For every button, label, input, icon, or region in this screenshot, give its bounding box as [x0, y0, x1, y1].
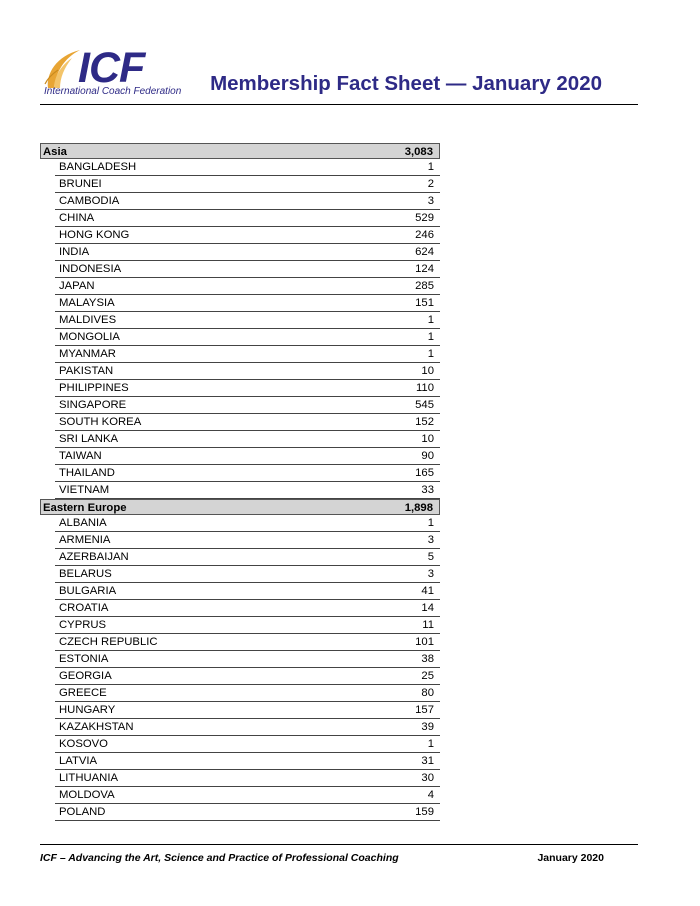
country-row: [55, 346, 440, 363]
country-count: 3: [427, 568, 434, 580]
country-count: 11: [422, 619, 434, 631]
country-count: 124: [415, 263, 434, 275]
country-name: SRI LANKA: [59, 433, 119, 445]
region-row: [40, 143, 440, 159]
country-count: 110: [415, 382, 434, 394]
logo-subtitle: International Coach Federation: [44, 86, 182, 97]
country-name: HONG KONG: [59, 229, 130, 241]
country-name: MONGOLIA: [59, 331, 120, 343]
country-name: INDIA: [59, 246, 90, 258]
country-count: 3: [427, 195, 434, 207]
country-row: [55, 532, 440, 549]
region-count: 1,898: [404, 502, 433, 514]
country-count: 1: [427, 331, 434, 343]
membership-table: [40, 143, 440, 821]
region-row: [40, 499, 440, 515]
country-count: 159: [415, 806, 434, 818]
footer-divider: [40, 844, 638, 845]
country-name: AZERBAIJAN: [59, 551, 129, 563]
country-row: [55, 685, 440, 702]
country-count: 246: [415, 229, 434, 241]
country-row: [55, 261, 440, 278]
country-row: [55, 397, 440, 414]
country-row: [55, 566, 440, 583]
country-count: 25: [421, 670, 434, 682]
country-count: 1: [427, 348, 434, 360]
country-row: [55, 295, 440, 312]
country-count: 624: [415, 246, 434, 258]
country-name: JAPAN: [59, 280, 95, 292]
country-row: [55, 804, 440, 821]
country-name: KOSOVO: [59, 738, 108, 750]
country-row: [55, 702, 440, 719]
country-name: BRUNEI: [59, 178, 102, 190]
country-count: 33: [421, 484, 434, 496]
country-name: KAZAKHSTAN: [59, 721, 134, 733]
country-row: [55, 515, 440, 532]
country-name: VIETNAM: [59, 484, 110, 496]
country-name: BULGARIA: [59, 585, 117, 597]
country-name: THAILAND: [59, 467, 115, 479]
country-name: CAMBODIA: [59, 195, 120, 207]
country-row: [55, 278, 440, 295]
country-name: GREECE: [59, 687, 107, 699]
country-name: CHINA: [59, 212, 95, 224]
country-row: [55, 312, 440, 329]
country-row: [55, 193, 440, 210]
country-name: ESTONIA: [59, 653, 109, 665]
country-count: 1: [427, 738, 434, 750]
country-row: [55, 431, 440, 448]
country-count: 10: [421, 433, 434, 445]
country-count: 285: [415, 280, 434, 292]
country-name: CROATIA: [59, 602, 109, 614]
header-divider: [40, 104, 638, 105]
country-count: 14: [421, 602, 434, 614]
country-name: MOLDOVA: [59, 789, 115, 801]
country-count: 80: [421, 687, 434, 699]
country-count: 152: [415, 416, 434, 428]
country-count: 157: [415, 704, 434, 716]
country-name: LATVIA: [59, 755, 98, 767]
country-count: 4: [427, 789, 434, 801]
country-count: 41: [421, 585, 434, 597]
country-name: LITHUANIA: [59, 772, 119, 784]
country-row: [55, 736, 440, 753]
country-count: 545: [415, 399, 434, 411]
country-name: MALAYSIA: [59, 297, 115, 309]
region-name: Eastern Europe: [43, 502, 127, 514]
country-row: [55, 719, 440, 736]
country-row: [55, 380, 440, 397]
country-row: [55, 583, 440, 600]
icf-logo: [42, 44, 182, 100]
country-count: 90: [421, 450, 434, 462]
country-count: 31: [421, 755, 434, 767]
country-count: 38: [421, 653, 434, 665]
country-row: [55, 244, 440, 261]
footer-date: January 2020: [537, 852, 604, 864]
country-name: MYANMAR: [59, 348, 116, 360]
country-row: [55, 668, 440, 685]
country-count: 10: [421, 365, 434, 377]
country-name: SOUTH KOREA: [59, 416, 142, 428]
country-name: BANGLADESH: [59, 161, 137, 173]
country-name: GEORGIA: [59, 670, 112, 682]
country-row: [55, 482, 440, 499]
country-row: [55, 787, 440, 804]
country-name: ALBANIA: [59, 517, 107, 529]
country-count: 1: [427, 161, 434, 173]
country-count: 2: [427, 178, 434, 190]
country-count: 165: [415, 467, 434, 479]
country-row: [55, 617, 440, 634]
country-name: CZECH REPUBLIC: [59, 636, 158, 648]
country-name: PHILIPPINES: [59, 382, 129, 394]
country-name: CYPRUS: [59, 619, 107, 631]
region-count: 3,083: [404, 146, 433, 158]
country-count: 1: [427, 314, 434, 326]
country-row: [55, 549, 440, 566]
country-count: 1: [427, 517, 434, 529]
country-row: [55, 600, 440, 617]
country-row: [55, 159, 440, 176]
country-row: [55, 465, 440, 482]
country-row: [55, 176, 440, 193]
logo-mark: ICF: [78, 44, 145, 92]
country-row: [55, 634, 440, 651]
country-row: [55, 227, 440, 244]
country-row: [55, 414, 440, 431]
country-count: 5: [427, 551, 434, 563]
country-row: [55, 651, 440, 668]
country-row: [55, 329, 440, 346]
footer-tagline: ICF – Advancing the Art, Science and Practice of Professional Coaching: [40, 852, 399, 864]
country-count: 3: [427, 534, 434, 546]
country-row: [55, 210, 440, 227]
country-row: [55, 448, 440, 465]
country-name: SINGAPORE: [59, 399, 127, 411]
country-count: 151: [415, 297, 434, 309]
country-count: 529: [415, 212, 434, 224]
country-name: MALDIVES: [59, 314, 117, 326]
country-name: PAKISTAN: [59, 365, 114, 377]
region-name: Asia: [43, 146, 67, 158]
country-row: [55, 363, 440, 380]
country-count: 101: [415, 636, 434, 648]
country-name: BELARUS: [59, 568, 112, 580]
country-count: 30: [421, 772, 434, 784]
country-name: TAIWAN: [59, 450, 102, 462]
page-title: Membership Fact Sheet — January 2020: [210, 72, 602, 95]
country-name: POLAND: [59, 806, 106, 818]
country-name: HUNGARY: [59, 704, 116, 716]
country-row: [55, 753, 440, 770]
country-name: INDONESIA: [59, 263, 122, 275]
country-name: ARMENIA: [59, 534, 111, 546]
country-row: [55, 770, 440, 787]
country-count: 39: [421, 721, 434, 733]
